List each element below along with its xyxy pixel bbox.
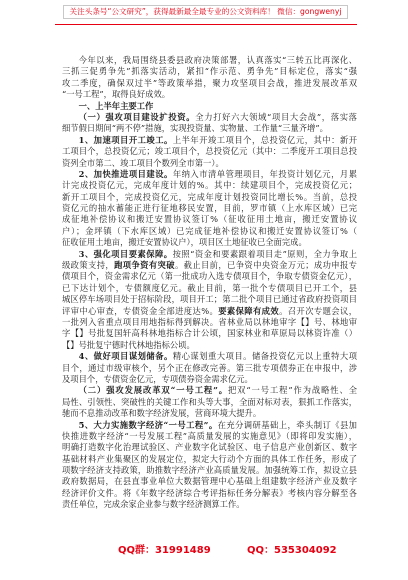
text-line (62, 271, 357, 282)
line-text: 政府数据局，在县直事业单位大数据管理中心基础上组建数字经济产业及数字 (62, 476, 357, 487)
line-text: 明确打造数字化治理试验区、产业数字化试验区、电子信息产业创新区、数字 (62, 442, 357, 453)
intro-paragraph (62, 55, 357, 101)
item-heading: 3、强化项目要素保障。 (78, 248, 173, 259)
text-line (62, 203, 357, 214)
line-text: 一批列入省重点项目用地指标得到解决。省林业局以林地审字【】号、林地审 (62, 316, 357, 327)
line-text: 攻二季度，确保双过半”等政策举措，聚力攻坚项目会战，推进发展改革双 (62, 77, 357, 88)
line-text: 基础材料产业集聚区的发展定位，拟定大行动个方面的具体工作任务，形成了 (62, 453, 357, 464)
text-line (62, 78, 357, 89)
item-heading: 5、大力实施数字经济“一号工程”。 (78, 419, 218, 430)
line-text: 资亿元的抽水蓄能正进行征地移民安置，目前，罗市镇（上水库区域）已完 (62, 203, 357, 214)
text-line (62, 135, 357, 146)
item-5-paragraph (62, 420, 357, 511)
line-text: 项数字经济支持政策，助推数字经济产业高质量发展。加强统筹工作，拟设立县 (62, 465, 357, 476)
text-line (62, 180, 357, 191)
item-1-paragraph (62, 135, 357, 169)
line-text: 在充分调研基础上，牵头制订《县加 (217, 419, 357, 430)
text-line (62, 499, 357, 510)
text-line (62, 374, 357, 385)
line-text: 快推进数字经济“一号发展工程”高质量发展的实施意见》（即将印发实施）， (62, 430, 357, 441)
line-text: 把双“一号工程”作为战略性、全 (227, 385, 357, 396)
line-text: 目个，通过市级审核个，另个正在修改完善。第三批专项债券正在申报中，涉 (62, 362, 357, 373)
line-text: 年纳入市清单管理项目，年投资计划亿元，月累 (172, 168, 357, 179)
item-heading: 2、加快推进项目建设。 (78, 168, 173, 179)
line-text: 精心谋划重大项目。储备投资亿元以上重特大项 (172, 351, 357, 362)
line-text: 征收征用土地亩，搬迁安置协议户），项目区土地征收已全面完成。 (62, 237, 307, 248)
subsection-2-paragraph (62, 385, 357, 419)
text-line (62, 488, 357, 499)
item-heading: 1、加速项目开工竣工。 (78, 134, 173, 145)
line-text: 计完成投资亿元，完成年度计划的%。其中：续建项目个，完成投资亿元； (62, 180, 357, 191)
line-text: 债项目个，资金需求亿元（第一批成功入选专债项目个，争取专债资金亿元）， (62, 271, 357, 282)
line-text: 新开工项目个，完成投资亿元，完成年度计划投资同比增长%。当前，总投 (62, 191, 357, 202)
text-line (62, 328, 357, 339)
emphasis-phrase: 要素保障有成效 (218, 305, 280, 316)
subsection-heading: （一）强攻项目建设扩投资。 (78, 111, 196, 122)
text-line (62, 66, 357, 77)
text-line (62, 249, 357, 260)
text-line (62, 442, 357, 453)
line-text: 。召开次专题会议， (279, 305, 357, 316)
text-line (62, 351, 357, 362)
text-line (62, 158, 357, 169)
line-text: 责任单位，完成余家企业参与数字经济测算工作。 (62, 499, 245, 510)
line-text: 已下达计划个，专债额度亿元。截止目前，第一批个专债项目已开工个，县 (62, 282, 357, 293)
subsection-heading: （二）强攻发展改革双“一号工程”。 (78, 385, 228, 396)
text-line (62, 465, 357, 476)
line-text: 驰而不息推动改革和数字经济发展，营商环境大提升。 (62, 408, 262, 419)
document-body (62, 55, 357, 511)
text-line (62, 55, 357, 66)
text-line (62, 146, 357, 157)
line-text: 今年以来，我局围绕县委县政府决策部署，认真落实“三转五比再深化、 (78, 55, 357, 65)
line-text: 级政策支持， (62, 260, 115, 271)
text-line (62, 214, 357, 225)
line-text: 三抓三促勇争先”抓落实活动，紧扣“作示范、勇争先”目标定位，落实“强 (62, 66, 357, 77)
qq-group-number: QQ群：31991489 (118, 545, 211, 556)
text-line (62, 226, 357, 237)
emphasis-phrase: 跑项争资有突破 (114, 260, 175, 271)
text-line (62, 431, 357, 442)
line-text: 评审中心审查，专债资金全部进度达%。 (62, 305, 219, 316)
promo-banner (63, 5, 348, 19)
line-text: 局性、引领性、突破性的关键工作和头等大事，全面对标对表，狠抓工作落实， (62, 396, 357, 407)
item-heading: 4、做好项目谋划储备。 (78, 351, 173, 362)
line-text: 字【】号批复国轩高科林地指标合计公顷，国家林业和草原局以林资许准（） (62, 328, 357, 339)
promo-banner-text: 关注头条号“公文研究”，获得最新最全最专业的公文资料库！ 微信：gongwenyj (69, 7, 342, 16)
line-text: 经济评价文件。将《年数字经济综合考评指标任务分解表》考核内容分解至各 (62, 487, 357, 498)
line-text: “一号工程”，取得良好成效。 (62, 89, 171, 100)
subsection-1-paragraph (62, 112, 357, 135)
text-line (62, 89, 357, 100)
text-line (62, 294, 357, 305)
text-line (62, 408, 357, 419)
line-text: 上半年开竣工项目个，总投资亿元，其中：新开 (172, 134, 357, 145)
line-text: 细节假日期间“两不停”措施，实现投资量、实物量、工作量“三量齐增”。 (62, 123, 328, 134)
line-text: 全力打好六大领域“项目大会战”，落实落 (195, 111, 357, 122)
text-line (62, 397, 357, 408)
line-text: 工项目个，总投资亿元；竣工项目个，总投资亿元（其中：二季度开工项目总投 (62, 146, 357, 157)
qq-number: QQ：535304092 (247, 545, 337, 556)
line-text: 成征地补偿协议和搬迁安置协议签订%（征收征用土地亩，搬迁安置协议 (62, 214, 357, 225)
line-text: 按照“资金和要素跟着项目走”原则，全力争取上 (172, 248, 357, 259)
text-line (62, 317, 357, 328)
text-line (62, 306, 357, 317)
line-text: 城区停车场项目处于招标阶段，项目开工；第二批个项目已通过省政府投资项目 (62, 294, 357, 305)
text-line (62, 237, 357, 248)
text-line (62, 385, 357, 396)
page-footer (0, 541, 408, 555)
text-line (62, 260, 357, 271)
text-line (62, 112, 357, 123)
item-3-paragraph (62, 249, 357, 352)
section-heading-text: 一、上半年主要工作 (78, 100, 154, 111)
text-line (62, 340, 357, 351)
line-text: 户）；金坪镇（下水库区域）已完成征地补偿协议和搬迁安置协议签订%（ (62, 225, 357, 236)
line-text: 。截止目前，已争资中央资金万元；成功申报专 (174, 260, 357, 271)
text-line (62, 420, 357, 431)
text-line (62, 363, 357, 374)
item-4-paragraph (62, 351, 357, 385)
line-text: 【】号批复宁德时代林地指标公顷。 (62, 339, 195, 350)
text-line (62, 123, 357, 134)
section-heading (62, 101, 357, 112)
text-line (62, 101, 357, 112)
text-line (62, 283, 357, 294)
text-line (62, 454, 357, 465)
text-line (62, 169, 357, 180)
item-2-paragraph (62, 169, 357, 249)
text-line (62, 192, 357, 203)
line-text: 及项目个，专债资金亿元，专项债券资金需求亿元。 (62, 373, 253, 384)
text-line (62, 476, 357, 487)
header-divider (55, 24, 357, 25)
line-text: 资列全市第二、竣工项目个数列全市第一）。 (62, 157, 224, 168)
